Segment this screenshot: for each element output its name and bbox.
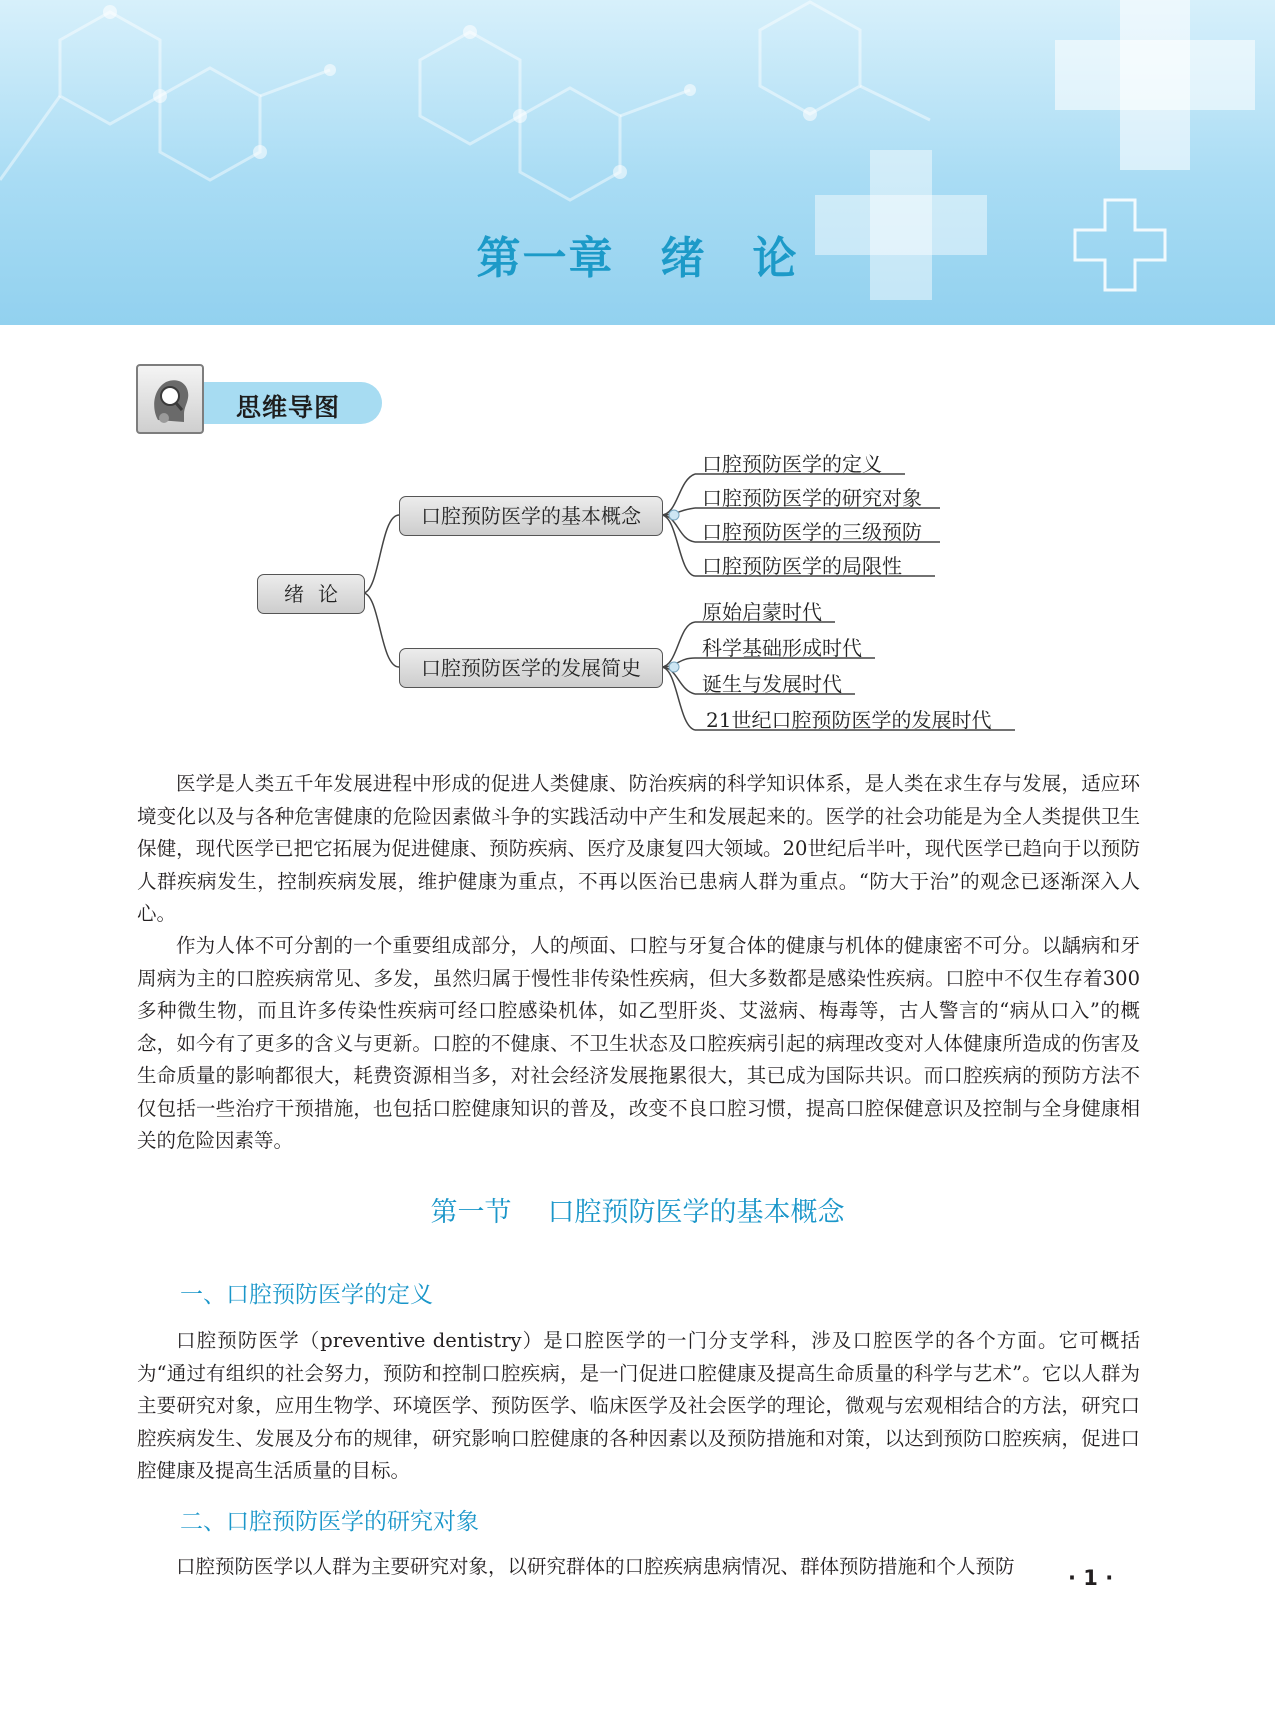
research-object-paragraph: 口腔预防医学以人群为主要研究对象，以研究群体的口腔疾病患病情况、群体预防措施和个人预防	[176, 1555, 1015, 1578]
subsection-heading-research-object: 二、口腔预防医学的研究对象	[180, 1509, 479, 1535]
head-magnifier-icon	[138, 366, 202, 432]
page-number: · 1 ·	[1068, 1566, 1114, 1590]
chapter-title	[0, 222, 1275, 286]
mind-map-leaf: 口腔预防医学的局限性	[702, 554, 902, 578]
badge-label: 思维导图	[236, 393, 341, 422]
mind-map-leaf: 口腔预防医学的三级预防	[702, 520, 922, 544]
mind-map-leaf: 口腔预防医学的定义	[702, 452, 882, 476]
subsection-heading-definition: 一、口腔预防医学的定义	[180, 1282, 433, 1308]
chapter-banner	[0, 0, 1275, 325]
mind-map-leaf: 科学基础形成时代	[702, 636, 862, 660]
mind-map	[0, 440, 1275, 760]
cross-icon	[1055, 0, 1255, 170]
mind-map-connectors	[0, 440, 1275, 760]
mind-map-leaf: 21世纪口腔预防医学的发展时代	[706, 708, 992, 732]
mind-map-leaf: 原始启蒙时代	[702, 600, 822, 624]
section-title	[0, 1190, 1275, 1229]
definition-paragraph: 口腔预防医学（preventive dentistry）是口腔医学的一门分支学科，涉及口腔医学的各个方面。它可概括为“通过有组织的社会努力，预防和控制口腔疾病，是一门促进口腔健康及提高生命质量的科学与艺术”。它以人群为主要研究对象，应用生物学、环境医学、预防医学、临床医学及社会医学的理论，微观与宏观相结合的方法，研究口腔疾病发生、发展及分布的规律，研究影响口腔健康的各种因素以及预防措施和对策，以达到预防口腔疾病，促进口腔健康及提高生活质量的目标。	[137, 1329, 1140, 1482]
section-heading: 口腔预防医学的基本概念	[547, 1197, 845, 1228]
badge-icon-box	[136, 364, 204, 434]
mind-map-leaf: 口腔预防医学的研究对象	[702, 486, 922, 510]
chapter-number: 第一章	[476, 233, 615, 284]
chapter-title-char1: 绪	[660, 233, 707, 284]
chapter-title-char2: 论	[752, 233, 799, 284]
mind-map-branch-history: 口腔预防医学的发展简史	[399, 648, 663, 688]
mind-map-branch-basic-concepts: 口腔预防医学的基本概念	[399, 496, 663, 536]
intro-paragraph-1: 医学是人类五千年发展进程中形成的促进人类健康、防治疾病的科学知识体系，是人类在求生存与发展，适应环境变化以及与各种危害健康的危险因素做斗争的实践活动中产生和发展起来的。医学的社会功能是为全人类提供卫生保健，现代医学已把它拓展为促进健康、预防疾病、医疗及康复四大领域。20世纪后半叶，现代医学已趋向于以预防人群疾病发生，控制疾病发展，维护健康为重点，不再以医治已患病人群为重点。“防大于治”的观念已逐渐深入人心。	[137, 772, 1140, 925]
section-number: 第一节	[430, 1197, 512, 1228]
intro-paragraph-2: 作为人体不可分割的一个重要组成部分，人的颅面、口腔与牙复合体的健康与机体的健康密不可分。以龋病和牙周病为主的口腔疾病常见、多发，虽然归属于慢性非传染性疾病，但大多数都是感染性疾病。口腔中不仅生存着300多种微生物，而且许多传染性疾病可经口腔感染机体，如乙型肝炎、艾滋病、梅毒等，古人警言的“病从口入”的概念，如今有了更多的含义与更新。口腔的不健康、不卫生状态及口腔疾病引起的病理改变对人体健康所造成的伤害及生命质量的影响都很大，耗费资源相当多，对社会经济发展拖累很大，其已成为国际共识。而口腔疾病的预防方法不仅包括一些治疗干预措施，也包括口腔健康知识的普及，改变不良口腔习惯，提高口腔保健意识及控制与全身健康相关的危险因素等。	[137, 934, 1140, 1152]
mind-map-badge	[136, 364, 396, 432]
mind-map-root: 绪论	[257, 574, 365, 614]
mind-map-leaf: 诞生与发展时代	[702, 672, 842, 696]
